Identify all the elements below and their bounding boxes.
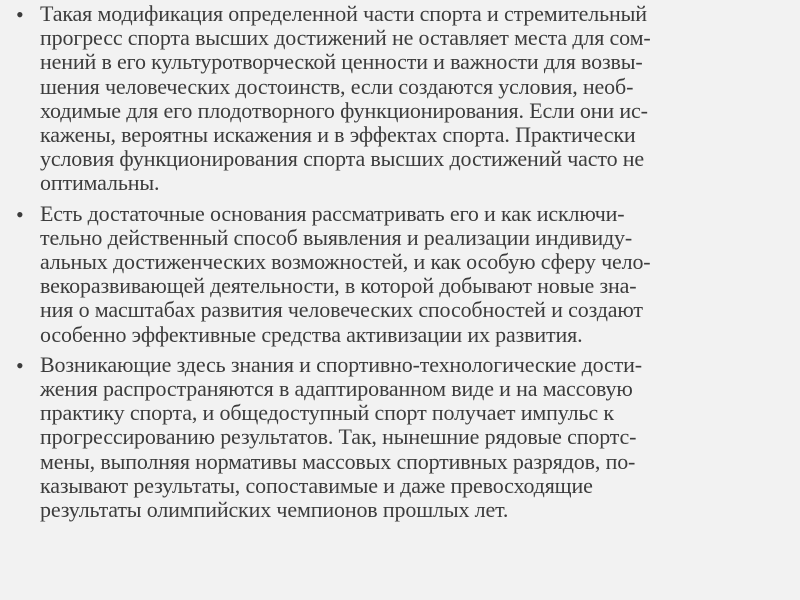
text-line: прогресс спорта высших достижений не оставляет места для сом- (40, 25, 651, 51)
text-line: казывают результаты, сопоставимые и даже превосходящие (40, 472, 593, 498)
text-line: оптимальны. (40, 170, 160, 196)
text-line: нений в его культуротворческой ценности и важности для возвы- (40, 49, 643, 75)
bullet-item-2 (14, 202, 782, 347)
text-line: жения распространяются в адаптированном виде и на массовую (40, 376, 633, 402)
text-line: ходимые для его плодотворного функционирования. Если они ис- (40, 97, 648, 123)
text-line: альных достиженческих возможностей, и как особую сферу чело- (40, 249, 651, 275)
text-line: тельно действенный способ выявления и реализации индивиду- (40, 224, 633, 250)
bullet-icon: • (16, 201, 24, 227)
bullet-list (14, 2, 782, 522)
text-line: ния о масштабах развития человеческих способностей и создают (40, 297, 643, 323)
text-line: мены, выполняя нормативы массовых спортивных разрядов, по- (40, 448, 636, 474)
text-line: условия функционирования спорта высших достижений часто не (40, 146, 645, 172)
text-line: результаты олимпийских чемпионов прошлых лет. (40, 497, 509, 523)
text-line: векоразвивающей деятельности, в которой добывают новые зна- (40, 273, 637, 299)
text-line: Есть достаточные основания рассматривать его и как исключи- (40, 200, 625, 226)
text-line: особенно эффективные средства активизации их развития. (40, 321, 583, 347)
bullet-icon: • (16, 2, 24, 27)
text-line: прогрессированию результатов. Так, нынешние рядовые спортс- (40, 424, 637, 450)
text-line: Такая модификация определенной части спорта и стремительный (40, 1, 647, 26)
text-line: шения человеческих достоинств, если создаются условия, необ- (40, 73, 634, 99)
text-line: Возникающие здесь знания и спортивно-технологические дости- (40, 351, 642, 377)
bullet-item-3 (14, 353, 782, 522)
text-line: практику спорта, и общедоступный спорт получает импульс к (40, 400, 614, 426)
bullet-icon: • (16, 352, 24, 378)
text-line: кажены, вероятны искажения и в эффектах спорта. Практически (40, 122, 636, 148)
bullet-item-1 (14, 2, 782, 196)
